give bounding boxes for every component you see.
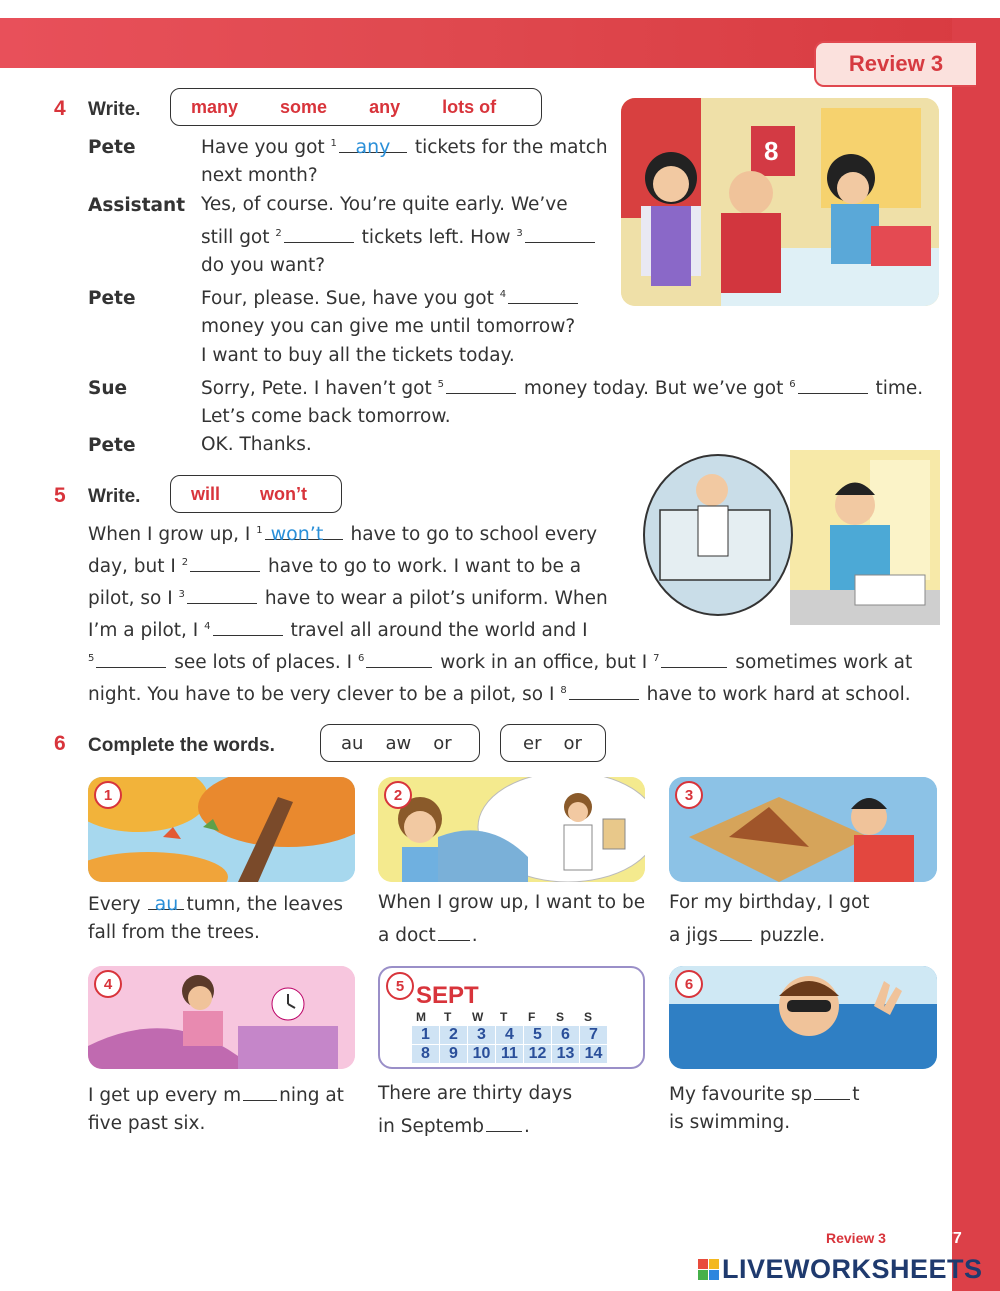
ex6-item-5-line-2 <box>378 1115 530 1137</box>
ex4-blank-5[interactable] <box>446 377 516 394</box>
ex6-item-3-line-1: For my birthday, I got <box>669 892 870 913</box>
word-wont: won’t <box>260 483 308 504</box>
ex6-text: Every <box>88 894 141 915</box>
speaker-sue: Sue <box>88 378 128 399</box>
pilot-scene-svg <box>640 450 940 625</box>
jigsaw-scene-svg <box>669 777 937 882</box>
ex5-blank-2[interactable] <box>190 555 260 572</box>
weekday: S <box>556 1010 565 1024</box>
ex6-item-5-line-1: There are thirty days <box>378 1083 573 1104</box>
ex4-text: tickets for the match <box>414 137 608 158</box>
speaker-pete-3: Pete <box>88 435 136 456</box>
weekday: M <box>416 1010 426 1024</box>
word-er: er <box>523 732 542 754</box>
weekday: S <box>584 1010 593 1024</box>
word-many: many <box>191 96 239 117</box>
ex6-item-4-line-1 <box>88 1084 344 1106</box>
liveworksheets-wordmark: LIVEWORKSHEETS <box>722 1254 983 1284</box>
word-au: au <box>341 732 364 754</box>
speaker-pete-1: Pete <box>88 137 136 158</box>
ex5-blank-7[interactable] <box>661 651 727 668</box>
picture-number-5: 5 <box>386 972 414 1000</box>
exercise-6-word-box-2 <box>500 724 606 762</box>
picture-2-doctor <box>378 777 645 882</box>
pilot-illustration <box>640 450 940 625</box>
ex5-text: work in an office, but I <box>440 652 648 673</box>
ex4-line-2: next month? <box>201 165 318 186</box>
doctor-scene-svg <box>378 777 645 882</box>
ex4-text: money today. But we’ve got <box>523 378 784 399</box>
picture-number-1: 1 <box>94 781 122 809</box>
ex5-text: night. You have to be very clever to be a pilot, so I <box>88 684 555 705</box>
ex5-text: travel all around the world and I <box>290 620 588 641</box>
ex5-blank-3[interactable] <box>187 587 257 604</box>
ex5-text: have to work hard at school. <box>646 684 911 705</box>
blank-number-6: 6 <box>789 378 796 390</box>
ex5-line-3 <box>88 587 608 609</box>
ex5-blank-1[interactable] <box>265 523 343 545</box>
calendar-day: 8 <box>412 1045 439 1063</box>
ex4-answer-1: any <box>355 136 391 158</box>
ex5-text: have to wear a pilot’s uniform. When <box>264 588 608 609</box>
ex4-blank-2[interactable] <box>284 226 354 243</box>
ex6-blank-5[interactable] <box>486 1115 522 1132</box>
ex6-blank-6[interactable] <box>814 1083 850 1100</box>
picture-number-3: 3 <box>675 781 703 809</box>
calendar-day: 7 <box>580 1026 607 1044</box>
ex4-line-7: money you can give me until tomorrow? <box>201 316 576 337</box>
calendar-grid <box>412 1026 607 1063</box>
ex6-text: t <box>852 1084 860 1105</box>
ex6-text: I get up every m <box>88 1085 242 1106</box>
blank-number-7: 7 <box>653 652 660 664</box>
ex4-text: Have you got <box>201 137 325 158</box>
ex6-item-3-line-2 <box>669 924 825 946</box>
ex5-line-4 <box>88 619 588 641</box>
shop-scene-svg <box>621 98 939 306</box>
ex5-text: see lots of places. I <box>174 652 353 673</box>
ex5-answer-1: won’t <box>270 523 324 545</box>
ex6-text: My favourite sp <box>669 1084 813 1105</box>
calendar-day: 14 <box>580 1045 607 1063</box>
weekday: T <box>500 1010 508 1024</box>
ex5-blank-5[interactable] <box>96 651 166 668</box>
liveworksheets-logo-icon <box>698 1259 719 1280</box>
ex4-blank-1[interactable] <box>339 136 407 158</box>
ex6-item-2-line-1: When I grow up, I want to be <box>378 892 646 913</box>
exercise-4-title: Write. <box>88 99 141 120</box>
picture-6-swimming <box>669 966 937 1069</box>
ex4-line-8: I want to buy all the tickets today. <box>201 345 515 366</box>
word-will: will <box>191 483 221 504</box>
ex4-text: Sorry, Pete. I haven’t got <box>201 378 432 399</box>
ex6-text: tumn, the leaves <box>186 894 344 915</box>
blank-number-4: 4 <box>499 288 507 300</box>
ex5-line-2 <box>88 555 581 577</box>
ex5-line-6 <box>88 683 911 705</box>
ex4-line-5: do you want? <box>201 255 326 276</box>
blank-number-2: 2 <box>181 556 189 568</box>
blank-number-5: 5 <box>88 652 95 664</box>
ex5-text: day, but I <box>88 556 176 577</box>
ex4-line-11: OK. Thanks. <box>201 434 312 455</box>
right-margin-bar <box>952 18 1000 1291</box>
blank-number-6: 6 <box>358 652 365 664</box>
ex4-text: tickets left. How <box>361 227 511 248</box>
blank-number-4: 4 <box>204 620 211 632</box>
ex4-line-1 <box>201 136 608 158</box>
calendar-day: 10 <box>468 1045 495 1063</box>
ex6-item-1-line-1 <box>88 893 343 915</box>
blank-number-1: 1 <box>330 137 337 149</box>
ex6-text: a jigs <box>669 925 718 946</box>
exercise-4-word-box <box>170 88 542 126</box>
word-any: any <box>369 96 401 117</box>
calendar-day: 1 <box>412 1026 439 1044</box>
ex6-answer-1: au <box>154 893 179 915</box>
shop-illustration <box>621 98 939 306</box>
word-or: or <box>433 732 452 754</box>
ex4-line-3: Yes, of course. You’re quite early. We’ve <box>201 194 568 215</box>
blank-number-5: 5 <box>437 378 444 390</box>
ex6-text: puzzle. <box>759 925 826 946</box>
picture-number-2: 2 <box>384 781 412 809</box>
calendar-month: SEPT <box>416 982 479 1009</box>
blank-number-2: 2 <box>275 227 282 239</box>
ex6-item-6-line-1 <box>669 1083 860 1105</box>
ex5-blank-6[interactable] <box>366 651 432 668</box>
ex6-item-1-line-2: fall from the trees. <box>88 922 260 943</box>
liveworksheets-brand <box>698 1254 983 1285</box>
ex5-blank-8[interactable] <box>569 683 639 700</box>
exercise-6-word-box-1 <box>320 724 480 762</box>
calendar-day: 9 <box>440 1045 467 1063</box>
word-lots-of: lots of <box>442 96 497 117</box>
page-number: 77 <box>944 1230 962 1247</box>
ex4-text: time. <box>875 378 924 399</box>
weekday: W <box>472 1010 484 1024</box>
ex5-text: sometimes work at <box>735 652 913 673</box>
ex5-text: When I grow up, I <box>88 524 251 545</box>
exercise-5-title: Write. <box>88 486 141 507</box>
ex6-blank-1[interactable] <box>148 893 184 915</box>
blank-number-8: 8 <box>560 684 567 696</box>
morning-scene-svg <box>88 966 355 1069</box>
weekday: T <box>444 1010 452 1024</box>
ex6-item-6-line-2: is swimming. <box>669 1112 791 1133</box>
ex4-line-4 <box>201 226 597 248</box>
ex6-item-2-line-2 <box>378 924 478 946</box>
ex6-text: a doct <box>378 925 436 946</box>
ex5-text: have to go to work. I want to be a <box>268 556 582 577</box>
ex5-line-1 <box>88 523 597 545</box>
ex5-text: I’m a pilot, I <box>88 620 199 641</box>
calendar-day: 4 <box>496 1026 523 1044</box>
ex4-line-10: Let’s come back tomorrow. <box>201 406 451 427</box>
picture-1-autumn <box>88 777 355 882</box>
ex5-blank-4[interactable] <box>213 619 283 636</box>
blank-number-1: 1 <box>256 524 263 536</box>
ex6-blank-4[interactable] <box>243 1084 277 1101</box>
ex6-text: . <box>524 1116 530 1137</box>
ex4-text: still got <box>201 227 270 248</box>
review-tab-label: Review 3 <box>848 51 944 76</box>
ex6-blank-3[interactable] <box>720 924 752 941</box>
word-aw: aw <box>385 732 412 754</box>
picture-number-4: 4 <box>94 970 122 998</box>
blank-number-3: 3 <box>178 588 185 600</box>
picture-4-morning <box>88 966 355 1069</box>
speaker-pete-2: Pete <box>88 288 136 309</box>
review-tab <box>814 41 976 87</box>
picture-5-calendar <box>378 966 645 1069</box>
ex5-line-5 <box>88 651 912 673</box>
weekday: F <box>528 1010 536 1024</box>
autumn-scene-svg <box>88 777 355 882</box>
ex4-blank-4[interactable] <box>508 287 578 304</box>
ex6-blank-2[interactable] <box>438 924 470 941</box>
swimming-scene-svg <box>669 966 937 1069</box>
ex4-line-6 <box>201 287 580 309</box>
exercise-4-number: 4 <box>54 97 66 120</box>
calendar-day: 5 <box>524 1026 551 1044</box>
ex4-line-9 <box>201 377 923 399</box>
speaker-assistant: Assistant <box>88 195 186 216</box>
exercise-5-number: 5 <box>54 484 66 507</box>
calendar-day: 6 <box>552 1026 579 1044</box>
shirt-number: 8 <box>764 136 779 166</box>
calendar-day: 11 <box>496 1045 523 1063</box>
calendar-day: 3 <box>468 1026 495 1044</box>
picture-number-6: 6 <box>675 970 703 998</box>
calendar-day: 12 <box>524 1045 551 1063</box>
exercise-6-number: 6 <box>54 732 66 755</box>
ex6-item-4-line-2: five past six. <box>88 1113 206 1134</box>
exercise-5-word-box <box>170 475 342 513</box>
calendar-day: 13 <box>552 1045 579 1063</box>
word-or: or <box>563 732 582 754</box>
ex4-blank-3[interactable] <box>525 226 595 243</box>
calendar-day: 2 <box>440 1026 467 1044</box>
footer-review-label: Review 3 <box>826 1230 886 1246</box>
ex5-text: pilot, so I <box>88 588 173 609</box>
exercise-6-title: Complete the words. <box>88 735 275 756</box>
picture-3-jigsaw <box>669 777 937 882</box>
ex5-text: have to go to school every <box>350 524 598 545</box>
word-some: some <box>280 96 328 117</box>
ex6-text: ning at <box>279 1085 344 1106</box>
ex4-text: Four, please. Sue, have you got <box>201 288 494 309</box>
ex6-text: in Septemb <box>378 1116 485 1137</box>
blank-number-3: 3 <box>516 227 523 239</box>
calendar-weekdays <box>416 1010 612 1024</box>
ex4-blank-6[interactable] <box>798 377 868 394</box>
ex6-text: . <box>471 925 478 946</box>
